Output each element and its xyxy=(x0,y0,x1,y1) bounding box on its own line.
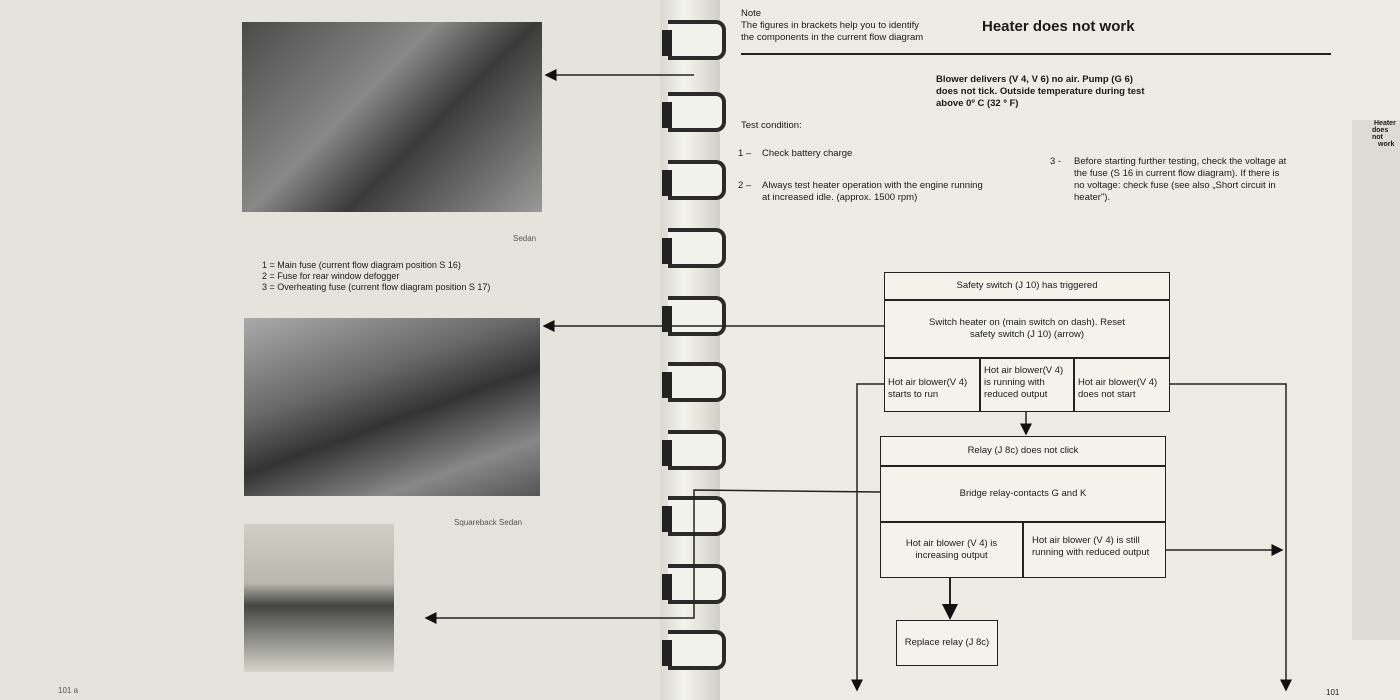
test-condition-label: Test condition: xyxy=(741,120,802,131)
page-number-right: 101 xyxy=(1326,688,1340,697)
strip-title: work xyxy=(1378,141,1395,148)
box-relay-reduced: Hot air blower (V 4) is still running with reduced output xyxy=(1023,522,1166,578)
legend-item: 3 = Overheating fuse (current flow diagram position S 17) xyxy=(262,282,491,292)
arrow-to-photo-3 xyxy=(426,490,880,618)
symptom-line: above 0º C (32 º F) xyxy=(936,98,1019,109)
box-blower-starts: Hot air blower(V 4) starts to run xyxy=(884,358,980,412)
step-3-number: 3 - xyxy=(1050,156,1062,167)
note-text: The figures in brackets help you to identify xyxy=(741,20,919,31)
note-text: the components in the current flow diagram xyxy=(741,32,924,43)
box-switch-heater: Switch heater on (main switch on dash). Reset safety switch (J 10) (arrow) xyxy=(884,300,1170,358)
adjacent-page-strip xyxy=(1352,120,1400,640)
strip-title: does not xyxy=(1372,127,1389,141)
box-blower-not-start: Hot air blower(V 4) does not start xyxy=(1074,358,1170,412)
step-3-line: the fuse (S 16 in current flow diagram). If there is xyxy=(1074,168,1280,179)
caption-squareback: Squareback Sedan xyxy=(454,518,523,527)
box-relay-increasing: Hot air blower (V 4) is increasing output xyxy=(880,522,1023,578)
step-3-line: Before starting further testing, check the voltage at xyxy=(1074,156,1287,167)
box-replace-relay: Replace relay (J 8c) xyxy=(896,620,998,666)
arrow-branch-left xyxy=(857,384,884,690)
step-2-line: at increased idle. (approx. 1500 rpm) xyxy=(762,192,918,203)
caption-sedan: Sedan xyxy=(513,234,537,243)
step-1-number: 1 – xyxy=(738,148,752,159)
symptom-line: does not tick. Outside temperature during test xyxy=(936,86,1145,97)
note-label: Note xyxy=(741,8,762,19)
box-relay-no-click: Relay (J 8c) does not click xyxy=(880,436,1166,466)
page-number-left: 101 a xyxy=(58,686,79,695)
step-3-line: no voltage: check fuse (see also „Short circuit in xyxy=(1074,180,1276,191)
box-safety-switch: Safety switch (J 10) has triggered xyxy=(884,272,1170,300)
step-2-line: Always test heater operation with the engine running xyxy=(762,180,983,191)
box-blower-reduced: Hot air blower(V 4) is running with reduced output xyxy=(980,358,1074,412)
step-3-line: heater"). xyxy=(1074,192,1111,203)
page-title: Heater does not work xyxy=(982,18,1135,35)
legend-item: 2 = Fuse for rear window defogger xyxy=(262,271,400,281)
legend-item: 1 = Main fuse (current flow diagram position S 16) xyxy=(262,260,461,270)
box-bridge-relay: Bridge relay-contacts G and K xyxy=(880,466,1166,522)
strip-title: Heater xyxy=(1374,120,1396,127)
step-1-text: Check battery charge xyxy=(762,148,853,159)
symptom-line: Blower delivers (V 4, V 6) no air. Pump (G 6) xyxy=(936,74,1133,85)
arrow-branch-right xyxy=(1170,384,1286,690)
step-2-number: 2 – xyxy=(738,180,752,191)
